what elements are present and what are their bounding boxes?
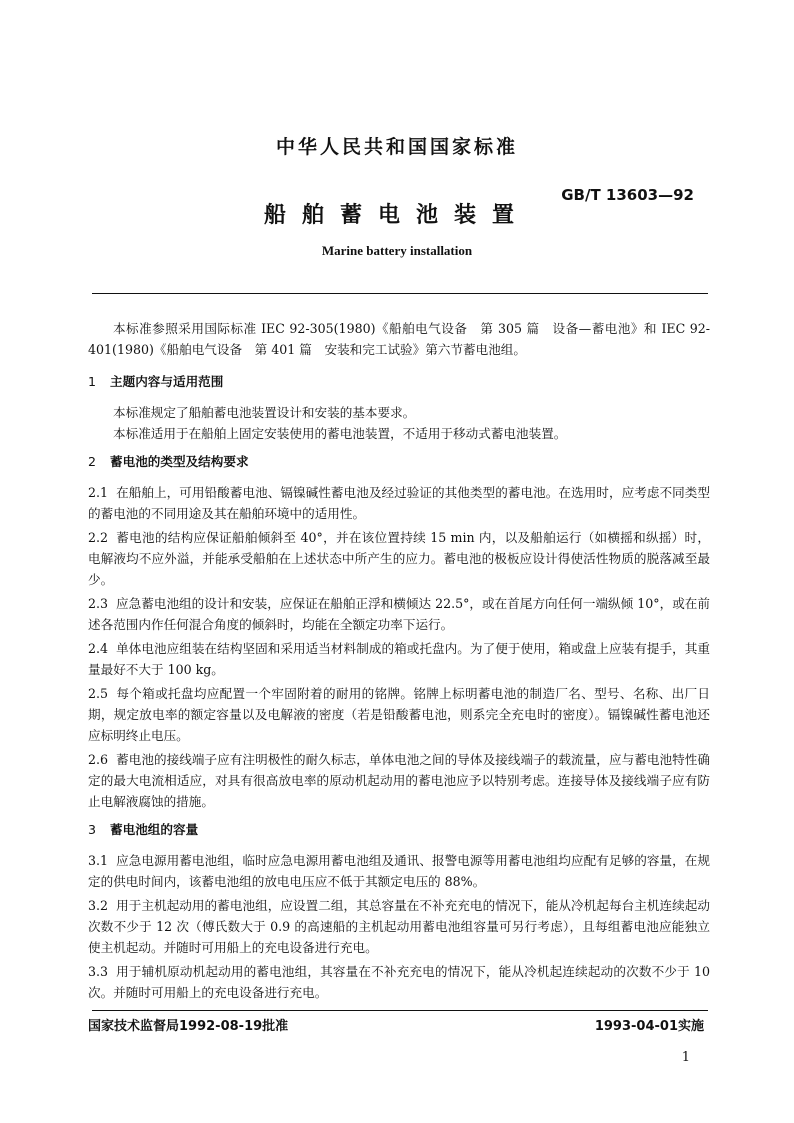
clause-text: 蓄电池的接线端子应有注明极性的耐久标志，单体电池之间的导体及接线端子的载流量，应与蓄电池特性确定的最大电流相适应，对具有很高放电率的原动机起动用的蓄电池应予以特别考虑。连接导体及接线端子应有防止电解液腐蚀的措施。 xyxy=(88,752,710,809)
document-title: 船舶蓄电池装置 xyxy=(263,203,530,228)
clause xyxy=(88,850,710,892)
clause-number: 2.1 xyxy=(88,485,109,500)
clause-number: 2.5 xyxy=(88,686,109,701)
clause xyxy=(88,482,710,524)
clause xyxy=(88,527,710,590)
standard-number: GB/T 13603—92 xyxy=(561,186,694,204)
clause xyxy=(88,961,710,1003)
implementation-date: 1993-04-01实施 xyxy=(594,1019,704,1034)
header-divider xyxy=(92,293,708,294)
section-title: 蓄电池组的容量 xyxy=(110,822,199,837)
clause-number: 2.6 xyxy=(88,752,109,767)
clause xyxy=(88,749,710,812)
clause-number: 3.2 xyxy=(88,898,109,913)
section-number: 2 xyxy=(88,454,97,469)
approval-date: 国家技术监督局1992-08-19批准 xyxy=(88,1019,289,1034)
section-heading xyxy=(88,371,710,392)
clause xyxy=(88,683,710,746)
clause-text: 用于辅机原动机起动用的蓄电池组，其容量在不补充充电的情况下，能从冷机起连续起动的次数不少于 10 次。并随时可用船上的充电设备进行充电。 xyxy=(88,964,710,1000)
clause xyxy=(88,895,710,958)
section-heading xyxy=(88,819,710,840)
clause-text: 每个箱或托盘均应配置一个牢固附着的耐用的铭牌。铭牌上标明蓄电池的制造厂名、型号、名称、出厂日期，规定放电率的额定容量以及电解液的密度（若是铅酸蓄电池，则系完全充电时的密度）。镉镍碱性蓄电池还应标明终止电压。 xyxy=(88,686,710,743)
clause-text: 应急电源用蓄电池组，临时应急电源用蓄电池组及通讯、报警电源等用蓄电池组均应配有足够的容量，在规定的供电时间内，该蓄电池组的放电电压应不低于其额定电压的 88%。 xyxy=(88,853,710,889)
section-title: 主题内容与适用范围 xyxy=(110,374,224,389)
clause-text: 单体电池应组装在结构坚固和采用适当材料制成的箱或托盘内。为了便于使用，箱或盘上应装有提手，其重量最好不大于 100 kg。 xyxy=(88,641,710,677)
clause-text: 蓄电池的结构应保证船舶倾斜至 40°，并在该位置持续 15 min 内，以及船舶运行（如横摇和纵摇）时，电解液均不应外溢，并能承受船舶在上述状态中所产生的应力。蓄电池的极板应设计得使活性物质的脱落减至最少。 xyxy=(88,530,710,587)
page-number: 1 xyxy=(681,1050,690,1065)
document-title-english: Marine battery installation xyxy=(321,243,473,258)
paragraph: 本标准适用于在船舶上固定安装使用的蓄电池装置，不适用于移动式蓄电池装置。 xyxy=(113,426,567,441)
clause-number: 3.3 xyxy=(88,964,109,979)
intro-paragraph: 本标准参照采用国际标准 IEC 92-305(1980)《船舶电气设备 第 305 篇 设备—蓄电池》和 IEC 92-401(1980)《船舶电气设备 第 401 篇 安装和完工试验》第六节蓄电池组。 xyxy=(88,321,710,357)
section-number: 3 xyxy=(88,822,97,837)
standard-type-heading: 中华人民共和国国家标准 xyxy=(275,136,518,158)
clause-text: 用于主机起动用的蓄电池组，应设置二组，其总容量在不补充充电的情况下，能从冷机起每台主机连续起动次数不少于 12 次（傅氏数大于 0.9 的高速船的主机起动用蓄电池组容量可另行考虑），且每组蓄电池应能独立使主机起动。并随时可用船上的充电设备进行充电。 xyxy=(88,898,710,955)
section-heading xyxy=(88,451,710,472)
clause-number: 3.1 xyxy=(88,853,109,868)
clause-number: 2.3 xyxy=(88,596,109,611)
section-title: 蓄电池的类型及结构要求 xyxy=(110,454,249,469)
clause-number: 2.2 xyxy=(88,530,109,545)
clause-text: 在船舶上，可用铅酸蓄电池、镉镍碱性蓄电池及经过验证的其他类型的蓄电池。在选用时，应考虑不同类型的蓄电池的不同用途及其在船舶环境中的适用性。 xyxy=(88,485,710,521)
clause xyxy=(88,593,710,635)
document-body xyxy=(88,318,710,1003)
clause-number: 2.4 xyxy=(88,641,109,656)
clause-text: 应急蓄电池组的设计和安装，应保证在船舶正浮和横倾达 22.5°，或在首尾方向任何一端纵倾 10°，或在前述各范围内作任何混合角度的倾斜时，均能在全额定功率下运行。 xyxy=(88,596,710,632)
footer-divider xyxy=(92,1010,708,1011)
section-number: 1 xyxy=(88,374,97,389)
clause xyxy=(88,638,710,680)
paragraph: 本标准规定了船舶蓄电池装置设计和安装的基本要求。 xyxy=(113,405,416,420)
